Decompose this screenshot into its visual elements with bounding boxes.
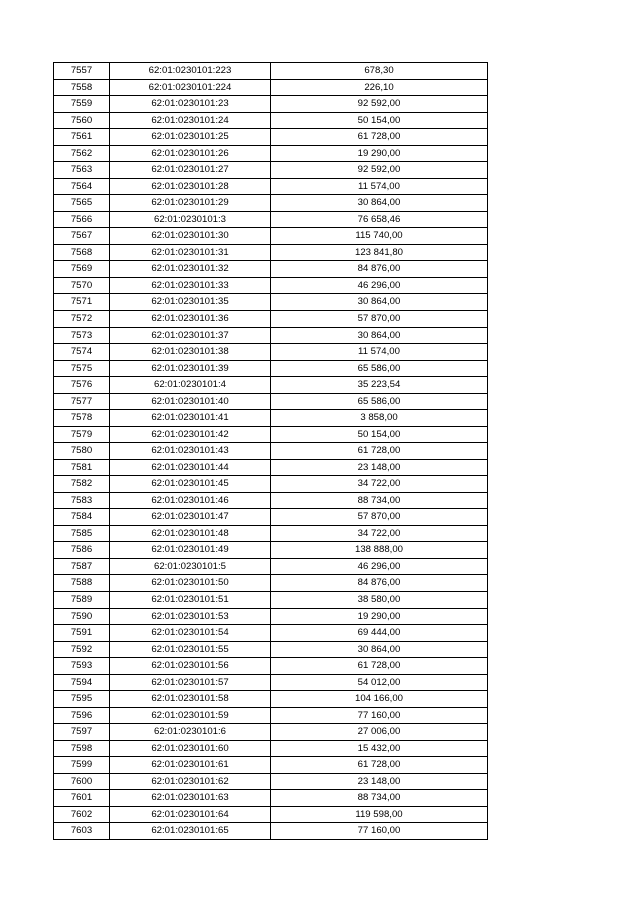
table-row xyxy=(54,757,488,774)
table-row xyxy=(54,195,488,212)
value-cell: 119 598,00 xyxy=(271,806,488,823)
row-number-cell: 7573 xyxy=(54,327,110,344)
cadastral-number-cell: 62:01:0230101:38 xyxy=(110,344,271,361)
value-cell: 30 864,00 xyxy=(271,195,488,212)
row-number-cell: 7565 xyxy=(54,195,110,212)
row-number-cell: 7602 xyxy=(54,806,110,823)
row-number-cell: 7586 xyxy=(54,542,110,559)
cadastral-number-cell: 62:01:0230101:43 xyxy=(110,443,271,460)
cadastral-number-cell: 62:01:0230101:44 xyxy=(110,459,271,476)
row-number-cell: 7599 xyxy=(54,757,110,774)
value-cell: 34 722,00 xyxy=(271,525,488,542)
table-row xyxy=(54,277,488,294)
cadastral-number-cell: 62:01:0230101:54 xyxy=(110,625,271,642)
cadastral-number-cell: 62:01:0230101:24 xyxy=(110,112,271,129)
table-row xyxy=(54,625,488,642)
value-cell: 57 870,00 xyxy=(271,509,488,526)
table-row xyxy=(54,162,488,179)
cadastral-number-cell: 62:01:0230101:63 xyxy=(110,790,271,807)
row-number-cell: 7566 xyxy=(54,211,110,228)
cadastral-number-cell: 62:01:0230101:46 xyxy=(110,492,271,509)
cadastral-number-cell: 62:01:0230101:25 xyxy=(110,129,271,146)
row-number-cell: 7587 xyxy=(54,558,110,575)
table-row xyxy=(54,228,488,245)
row-number-cell: 7558 xyxy=(54,79,110,96)
value-cell: 23 148,00 xyxy=(271,459,488,476)
cadastral-number-cell: 62:01:0230101:4 xyxy=(110,377,271,394)
table-row xyxy=(54,790,488,807)
value-cell: 61 728,00 xyxy=(271,443,488,460)
value-cell: 38 580,00 xyxy=(271,592,488,609)
table-row xyxy=(54,344,488,361)
row-number-cell: 7579 xyxy=(54,426,110,443)
table-row xyxy=(54,360,488,377)
value-cell: 76 658,46 xyxy=(271,211,488,228)
cadastral-number-cell: 62:01:0230101:5 xyxy=(110,558,271,575)
table-row xyxy=(54,443,488,460)
cadastral-number-cell: 62:01:0230101:40 xyxy=(110,393,271,410)
value-cell: 115 740,00 xyxy=(271,228,488,245)
value-cell: 46 296,00 xyxy=(271,277,488,294)
row-number-cell: 7590 xyxy=(54,608,110,625)
cadastral-number-cell: 62:01:0230101:37 xyxy=(110,327,271,344)
cadastral-value-table xyxy=(53,62,488,840)
cadastral-number-cell: 62:01:0230101:29 xyxy=(110,195,271,212)
row-number-cell: 7562 xyxy=(54,145,110,162)
cadastral-number-cell: 62:01:0230101:58 xyxy=(110,691,271,708)
cadastral-number-cell: 62:01:0230101:61 xyxy=(110,757,271,774)
cadastral-number-cell: 62:01:0230101:36 xyxy=(110,310,271,327)
table-row xyxy=(54,658,488,675)
table-row xyxy=(54,707,488,724)
cadastral-number-cell: 62:01:0230101:57 xyxy=(110,674,271,691)
table-row xyxy=(54,211,488,228)
table-row xyxy=(54,112,488,129)
value-cell: 61 728,00 xyxy=(271,658,488,675)
row-number-cell: 7560 xyxy=(54,112,110,129)
row-number-cell: 7575 xyxy=(54,360,110,377)
table-row xyxy=(54,96,488,113)
row-number-cell: 7568 xyxy=(54,244,110,261)
cadastral-number-cell: 62:01:0230101:45 xyxy=(110,476,271,493)
value-cell: 27 006,00 xyxy=(271,724,488,741)
row-number-cell: 7570 xyxy=(54,277,110,294)
value-cell: 34 722,00 xyxy=(271,476,488,493)
cadastral-number-cell: 62:01:0230101:33 xyxy=(110,277,271,294)
cadastral-number-cell: 62:01:0230101:224 xyxy=(110,79,271,96)
cadastral-number-cell: 62:01:0230101:50 xyxy=(110,575,271,592)
table-row xyxy=(54,244,488,261)
value-cell: 61 728,00 xyxy=(271,129,488,146)
row-number-cell: 7569 xyxy=(54,261,110,278)
row-number-cell: 7561 xyxy=(54,129,110,146)
row-number-cell: 7603 xyxy=(54,823,110,840)
row-number-cell: 7597 xyxy=(54,724,110,741)
value-cell: 65 586,00 xyxy=(271,393,488,410)
row-number-cell: 7583 xyxy=(54,492,110,509)
row-number-cell: 7563 xyxy=(54,162,110,179)
table-row xyxy=(54,310,488,327)
value-cell: 30 864,00 xyxy=(271,327,488,344)
value-cell: 35 223,54 xyxy=(271,377,488,394)
table-row xyxy=(54,773,488,790)
table-row xyxy=(54,608,488,625)
value-cell: 226,10 xyxy=(271,79,488,96)
cadastral-number-cell: 62:01:0230101:49 xyxy=(110,542,271,559)
value-cell: 138 888,00 xyxy=(271,542,488,559)
table-row xyxy=(54,63,488,80)
row-number-cell: 7601 xyxy=(54,790,110,807)
cadastral-number-cell: 62:01:0230101:28 xyxy=(110,178,271,195)
table-row xyxy=(54,393,488,410)
table-row xyxy=(54,79,488,96)
cadastral-number-cell: 62:01:0230101:62 xyxy=(110,773,271,790)
row-number-cell: 7592 xyxy=(54,641,110,658)
table-row xyxy=(54,426,488,443)
table-row xyxy=(54,542,488,559)
value-cell: 88 734,00 xyxy=(271,790,488,807)
table-row xyxy=(54,641,488,658)
cadastral-number-cell: 62:01:0230101:32 xyxy=(110,261,271,278)
row-number-cell: 7600 xyxy=(54,773,110,790)
value-cell: 46 296,00 xyxy=(271,558,488,575)
table-row xyxy=(54,129,488,146)
value-cell: 84 876,00 xyxy=(271,261,488,278)
row-number-cell: 7588 xyxy=(54,575,110,592)
table-row xyxy=(54,476,488,493)
cadastral-number-cell: 62:01:0230101:51 xyxy=(110,592,271,609)
cadastral-number-cell: 62:01:0230101:3 xyxy=(110,211,271,228)
row-number-cell: 7567 xyxy=(54,228,110,245)
row-number-cell: 7596 xyxy=(54,707,110,724)
value-cell: 15 432,00 xyxy=(271,740,488,757)
cadastral-number-cell: 62:01:0230101:23 xyxy=(110,96,271,113)
row-number-cell: 7594 xyxy=(54,674,110,691)
cadastral-number-cell: 62:01:0230101:41 xyxy=(110,410,271,427)
table-row xyxy=(54,806,488,823)
table-row xyxy=(54,592,488,609)
row-number-cell: 7580 xyxy=(54,443,110,460)
cadastral-number-cell: 62:01:0230101:26 xyxy=(110,145,271,162)
value-cell: 57 870,00 xyxy=(271,310,488,327)
cadastral-number-cell: 62:01:0230101:47 xyxy=(110,509,271,526)
row-number-cell: 7564 xyxy=(54,178,110,195)
value-cell: 678,30 xyxy=(271,63,488,80)
row-number-cell: 7595 xyxy=(54,691,110,708)
value-cell: 50 154,00 xyxy=(271,426,488,443)
value-cell: 19 290,00 xyxy=(271,608,488,625)
row-number-cell: 7559 xyxy=(54,96,110,113)
value-cell: 11 574,00 xyxy=(271,344,488,361)
table-row xyxy=(54,509,488,526)
table-row xyxy=(54,740,488,757)
table-row xyxy=(54,492,488,509)
value-cell: 11 574,00 xyxy=(271,178,488,195)
cadastral-number-cell: 62:01:0230101:56 xyxy=(110,658,271,675)
table-row xyxy=(54,525,488,542)
cadastral-number-cell: 62:01:0230101:35 xyxy=(110,294,271,311)
value-cell: 3 858,00 xyxy=(271,410,488,427)
value-cell: 50 154,00 xyxy=(271,112,488,129)
cadastral-number-cell: 62:01:0230101:48 xyxy=(110,525,271,542)
table-row xyxy=(54,691,488,708)
row-number-cell: 7593 xyxy=(54,658,110,675)
row-number-cell: 7591 xyxy=(54,625,110,642)
cadastral-number-cell: 62:01:0230101:27 xyxy=(110,162,271,179)
value-cell: 92 592,00 xyxy=(271,162,488,179)
value-cell: 77 160,00 xyxy=(271,823,488,840)
value-cell: 19 290,00 xyxy=(271,145,488,162)
table-row xyxy=(54,327,488,344)
table-row xyxy=(54,724,488,741)
value-cell: 30 864,00 xyxy=(271,641,488,658)
value-cell: 84 876,00 xyxy=(271,575,488,592)
cadastral-number-cell: 62:01:0230101:65 xyxy=(110,823,271,840)
row-number-cell: 7578 xyxy=(54,410,110,427)
value-cell: 23 148,00 xyxy=(271,773,488,790)
value-cell: 54 012,00 xyxy=(271,674,488,691)
row-number-cell: 7572 xyxy=(54,310,110,327)
cadastral-number-cell: 62:01:0230101:6 xyxy=(110,724,271,741)
cadastral-number-cell: 62:01:0230101:53 xyxy=(110,608,271,625)
table-row xyxy=(54,459,488,476)
row-number-cell: 7574 xyxy=(54,344,110,361)
table-body xyxy=(54,63,488,840)
cadastral-number-cell: 62:01:0230101:59 xyxy=(110,707,271,724)
row-number-cell: 7557 xyxy=(54,63,110,80)
value-cell: 30 864,00 xyxy=(271,294,488,311)
row-number-cell: 7585 xyxy=(54,525,110,542)
cadastral-number-cell: 62:01:0230101:55 xyxy=(110,641,271,658)
table-row xyxy=(54,294,488,311)
row-number-cell: 7581 xyxy=(54,459,110,476)
table-row xyxy=(54,823,488,840)
row-number-cell: 7571 xyxy=(54,294,110,311)
value-cell: 88 734,00 xyxy=(271,492,488,509)
table-row xyxy=(54,178,488,195)
value-cell: 77 160,00 xyxy=(271,707,488,724)
value-cell: 104 166,00 xyxy=(271,691,488,708)
cadastral-number-cell: 62:01:0230101:31 xyxy=(110,244,271,261)
row-number-cell: 7576 xyxy=(54,377,110,394)
cadastral-number-cell: 62:01:0230101:60 xyxy=(110,740,271,757)
row-number-cell: 7589 xyxy=(54,592,110,609)
value-cell: 92 592,00 xyxy=(271,96,488,113)
table-row xyxy=(54,575,488,592)
cadastral-number-cell: 62:01:0230101:42 xyxy=(110,426,271,443)
table-row xyxy=(54,377,488,394)
table-row xyxy=(54,145,488,162)
row-number-cell: 7598 xyxy=(54,740,110,757)
value-cell: 123 841,80 xyxy=(271,244,488,261)
cadastral-number-cell: 62:01:0230101:30 xyxy=(110,228,271,245)
cadastral-number-cell: 62:01:0230101:223 xyxy=(110,63,271,80)
row-number-cell: 7577 xyxy=(54,393,110,410)
value-cell: 69 444,00 xyxy=(271,625,488,642)
table-row xyxy=(54,674,488,691)
row-number-cell: 7584 xyxy=(54,509,110,526)
cadastral-number-cell: 62:01:0230101:64 xyxy=(110,806,271,823)
cadastral-number-cell: 62:01:0230101:39 xyxy=(110,360,271,377)
table-row xyxy=(54,410,488,427)
table-row xyxy=(54,261,488,278)
row-number-cell: 7582 xyxy=(54,476,110,493)
value-cell: 65 586,00 xyxy=(271,360,488,377)
value-cell: 61 728,00 xyxy=(271,757,488,774)
table-row xyxy=(54,558,488,575)
